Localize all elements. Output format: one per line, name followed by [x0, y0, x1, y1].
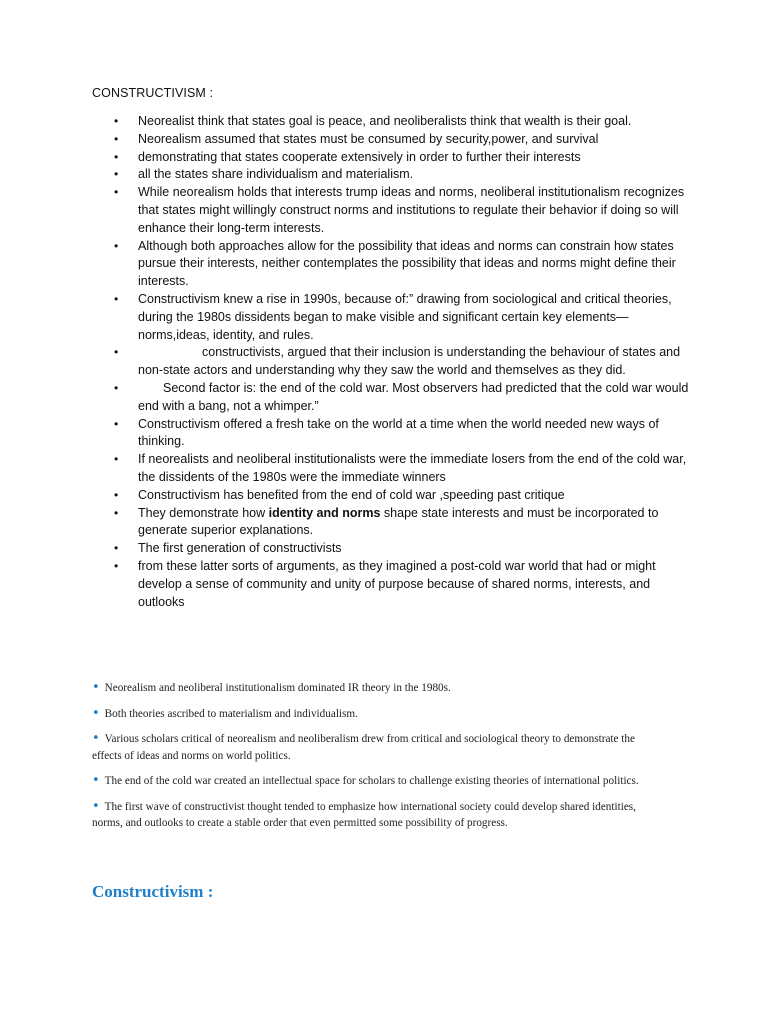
list-item [92, 166, 692, 184]
bold-phrase: identity and norms [268, 505, 381, 520]
summary-item [92, 680, 662, 697]
blue-bullet-icon: • [92, 731, 100, 746]
list-item [92, 540, 692, 558]
bullet-text: Constructivism knew a rise in 1990s, because of:” drawing from sociological and critical theories, during the 1980s dissidents began to make visible and significant certain key elements—norms,ideas, identity, and rules. [138, 291, 672, 342]
section-heading: Constructivism : [92, 882, 214, 901]
list-item [92, 558, 692, 611]
bullet-text: demonstrating that states cooperate extensively in order to further their interests [138, 149, 581, 164]
summary-text: Various scholars critical of neorealism and neoliberalism drew from critical and sociological theory to demonstrate the effects of ideas and norms on world politics. [92, 733, 635, 762]
blue-bullet-icon: • [92, 680, 100, 695]
bullet-icon: • [114, 291, 119, 306]
summary-item [92, 773, 662, 790]
list-item [92, 380, 692, 416]
bullet-text: constructivists, argued that their inclusion is understanding the behaviour of states and non-state actors and understanding why they saw the world and themselves as they did. [138, 345, 681, 378]
blue-bullet-icon: • [92, 705, 100, 721]
summary-text: Neorealism and neoliberal institutionalism dominated IR theory in the 1980s. [104, 682, 451, 694]
blue-bullet-icon: • [92, 773, 100, 788]
bullet-text: Neorealism assumed that states must be consumed by security,power, and survival [138, 131, 599, 146]
bullet-icon: • [114, 345, 119, 360]
bullet-icon: • [114, 452, 119, 467]
summary-item [92, 731, 662, 764]
bullet-icon: • [114, 131, 119, 146]
list-item [92, 113, 692, 131]
summary-text: Both theories ascribed to materialism and individualism. [104, 707, 358, 720]
page-title: CONSTRUCTIVISM : [92, 86, 214, 100]
summary-text: The end of the cold war created an intellectual space for scholars to challenge existing theories of international politics. [104, 775, 639, 787]
bullet-text: Constructivism has benefited from the end of cold war ,speeding past critique [138, 487, 565, 502]
bullet-text: While neorealism holds that interests trump ideas and norms, neoliberal institutionalism recognizes that states might willingly construct norms and institutions to regulate their behavior if doing so will enhance their long-term interests. [138, 185, 685, 235]
summary-item [92, 799, 662, 832]
bullet-icon: • [114, 380, 119, 395]
bullet-icon: • [114, 185, 119, 200]
bullet-icon: • [114, 167, 119, 182]
bullet-text: all the states share individualism and materialism. [138, 167, 414, 182]
bullet-text-after: shape state interests and must be incorporated to generate superior explanations. [138, 505, 659, 538]
list-item [92, 451, 692, 487]
summary-section [92, 680, 662, 841]
bullet-text: If neorealists and neoliberal institutionalists were the immediate losers from the end of the cold war, the dissidents of the 1980s were the immediate winners [138, 452, 687, 484]
bullet-icon: • [114, 149, 119, 164]
bullet-icon: • [114, 487, 119, 502]
bullet-icon: • [114, 541, 119, 556]
bullet-icon: • [114, 416, 119, 431]
list-item [92, 149, 692, 167]
list-item [92, 505, 692, 541]
summary-text: The first wave of constructivist thought tended to emphasize how international society could develop shared identities, norms, and outlooks to create a stable order that even permitted some possibility of progress. [92, 800, 636, 829]
bullet-icon: • [114, 114, 119, 128]
bullet-text: The first generation of constructivists [138, 541, 342, 556]
list-item [92, 238, 692, 291]
list-item [92, 344, 692, 380]
list-item [92, 487, 692, 505]
list-item [92, 416, 692, 452]
bullet-icon: • [114, 558, 119, 573]
bullet-text: Constructivism offered a fresh take on the world at a time when the world needed new ways of thinking. [138, 416, 659, 449]
bullet-text: Second factor is: the end of the cold war. Most observers had predicted that the cold war would end with a bang, not a whimper.” [138, 380, 689, 413]
blue-bullet-icon: • [92, 798, 100, 814]
list-item [92, 131, 692, 149]
bullet-text-before: They demonstrate how [138, 505, 269, 520]
bullet-text: Although both approaches allow for the possibility that ideas and norms can constrain how states pursue their interests, neither contemplates the possibility that ideas and norms might define their interests. [138, 238, 676, 289]
bullet-text: Neorealist think that states goal is peace, and neoliberalists think that wealth is their goal. [138, 114, 632, 128]
summary-item [92, 706, 662, 723]
bullet-icon: • [114, 505, 119, 520]
bullet-icon: • [114, 238, 119, 253]
bullet-list [92, 113, 692, 611]
bullet-text: from these latter sorts of arguments, as they imagined a post-cold war world that had or might develop a sense of community and unity of purpose because of shared norms, interests, and outlooks [138, 558, 656, 609]
list-item [92, 184, 692, 237]
list-item [92, 291, 692, 344]
